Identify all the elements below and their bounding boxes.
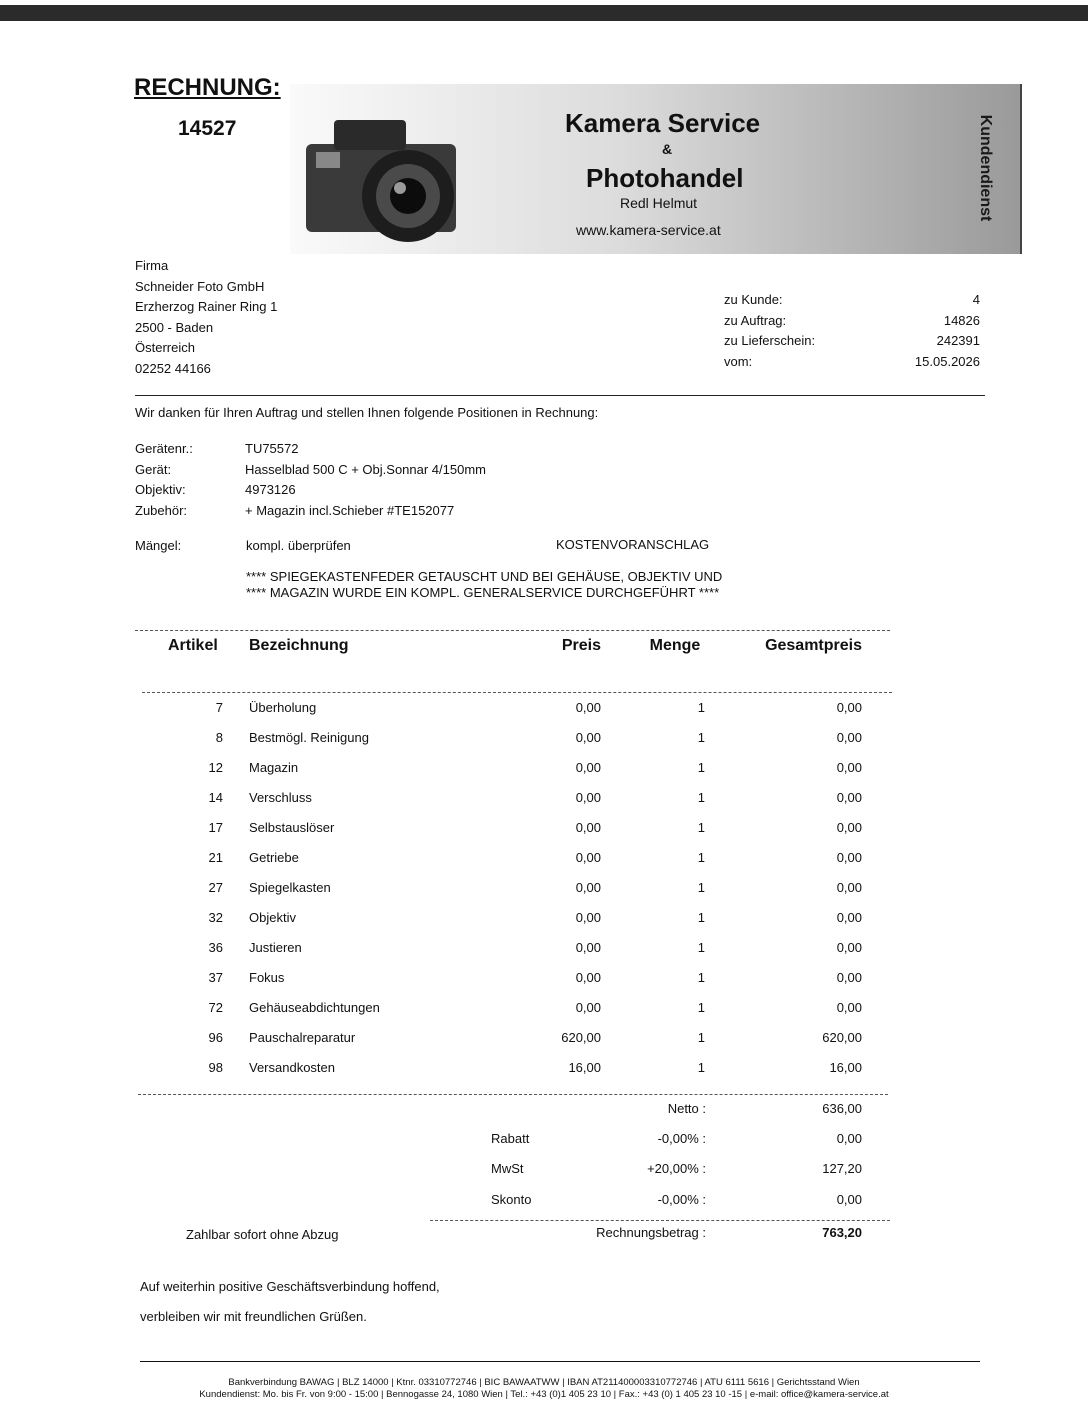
header-artikel: Artikel — [168, 637, 218, 654]
cell-menge: 1 — [697, 850, 705, 865]
cell-preis: 0,00 — [575, 1000, 601, 1015]
table-row — [0, 790, 1088, 820]
rabatt-label: Rabatt — [491, 1131, 530, 1146]
cell-preis: 0,00 — [575, 790, 601, 805]
cell-menge: 1 — [697, 910, 705, 925]
cell-bezeichnung: Pauschalreparatur — [249, 1030, 356, 1045]
banner-vertical-text: Kundendienst — [977, 114, 994, 222]
cell-preis: 0,00 — [575, 880, 601, 895]
cell-menge: 1 — [697, 1030, 705, 1045]
table-row — [0, 1060, 1088, 1090]
header-menge: Menge — [649, 637, 701, 654]
cell-artikel: 72 — [208, 1000, 223, 1015]
footer-contact-line: Kundendienst: Mo. bis Fr. von 9:00 - 15:00 | Bennogasse 24, 1080 Wien | Tel.: +43 (0)1 405 23 10 | Fax.: +43 (0) 1 405 23 10 -15 | e-mail: office@kamera-service.at — [199, 1389, 889, 1400]
reference-label: zu Auftrag: — [724, 312, 787, 328]
skonto-label: Skonto — [491, 1192, 532, 1207]
netto-label: Netto : — [667, 1101, 706, 1116]
rabatt-value: 0,00 — [836, 1131, 862, 1146]
device-row — [135, 462, 486, 483]
table-row — [0, 880, 1088, 910]
skonto-percent: -0,00% : — [657, 1192, 706, 1207]
cell-menge: 1 — [697, 760, 705, 775]
table-top-rule — [135, 630, 890, 631]
device-label: Gerätenr.: — [135, 441, 193, 456]
device-row — [135, 482, 486, 503]
cell-menge: 1 — [697, 790, 705, 805]
table-row — [0, 910, 1088, 940]
cell-bezeichnung: Überholung — [249, 700, 317, 715]
device-value: + Magazin incl.Schieber #TE152077 — [245, 502, 455, 518]
cell-artikel: 21 — [208, 850, 223, 865]
service-note-line: **** MAGAZIN WURDE EIN KOMPL. GENERALSERVICE DURCHGEFÜHRT **** — [246, 585, 720, 600]
cell-bezeichnung: Magazin — [249, 760, 299, 775]
table-row — [0, 1000, 1088, 1030]
cell-menge: 1 — [697, 970, 705, 985]
table-row — [0, 850, 1088, 880]
cell-gesamt: 0,00 — [836, 760, 862, 775]
company-website[interactable]: www.kamera-service.at — [576, 222, 721, 238]
cell-bezeichnung: Verschluss — [249, 790, 312, 805]
address-line: 02252 44166 — [135, 360, 211, 376]
divider — [135, 395, 985, 396]
cell-artikel: 96 — [208, 1030, 223, 1045]
cell-preis: 0,00 — [575, 760, 601, 775]
cell-artikel: 12 — [208, 760, 223, 775]
cell-artikel: 8 — [215, 730, 223, 745]
reference-value: 242391 — [936, 333, 980, 348]
address-line: 2500 - Baden — [135, 319, 214, 335]
cell-menge: 1 — [697, 1060, 705, 1075]
address-line: Firma — [135, 258, 169, 273]
invoice-number: 14527 — [178, 117, 237, 140]
recipient-address — [135, 256, 277, 379]
cell-gesamt: 0,00 — [836, 1000, 862, 1015]
cell-menge: 1 — [697, 820, 705, 835]
reference-value: 14826 — [943, 312, 980, 328]
address-line: Österreich — [135, 340, 195, 355]
reference-label: vom: — [724, 353, 753, 369]
table-header-rule — [142, 692, 892, 693]
skonto-value: 0,00 — [836, 1192, 862, 1207]
total-label: Rechnungsbetrag : — [596, 1225, 706, 1240]
reference-value: 4 — [972, 292, 980, 307]
reference-row — [724, 292, 980, 313]
company-ampersand: & — [662, 141, 673, 157]
cell-bezeichnung: Spiegelkasten — [249, 880, 331, 895]
cell-artikel: 37 — [208, 970, 223, 985]
company-owner: Redl Helmut — [620, 195, 698, 211]
footer-bank-line: Bankverbindung BAWAG | BLZ 14000 | Ktnr. 03310772746 | BIC BAWAATWW | IBAN AT211400003310772746 | ATU 6111 5616 | Gerichtsstand Wien — [228, 1377, 860, 1388]
device-label: Gerät: — [135, 461, 172, 477]
cell-bezeichnung: Versandkosten — [249, 1060, 336, 1075]
header-bezeichnung: Bezeichnung — [249, 637, 349, 654]
estimate-label: KOSTENVORANSCHLAG — [556, 537, 710, 552]
cell-artikel: 17 — [208, 820, 223, 835]
device-label: Objektiv: — [135, 482, 186, 497]
cell-preis: 0,00 — [575, 700, 601, 715]
cell-menge: 1 — [697, 700, 705, 715]
reference-row — [724, 313, 980, 334]
cell-bezeichnung: Objektiv — [249, 910, 296, 925]
cell-bezeichnung: Fokus — [249, 970, 285, 985]
device-value: TU75572 — [245, 441, 299, 456]
rabatt-percent: -0,00% : — [657, 1131, 706, 1146]
device-label: Zubehör: — [135, 502, 188, 518]
reference-label: zu Lieferschein: — [724, 333, 816, 348]
cell-gesamt: 0,00 — [836, 700, 862, 715]
service-note — [246, 569, 722, 601]
camera-logo — [296, 92, 466, 248]
reference-value: 15.05.2026 — [914, 353, 980, 369]
reference-block — [724, 292, 980, 374]
closing-line: Auf weiterhin positive Geschäftsverbindung hoffend, — [140, 1279, 440, 1294]
header-gesamt: Gesamtpreis — [765, 637, 862, 654]
cell-gesamt: 0,00 — [836, 880, 862, 895]
table-row — [0, 820, 1088, 850]
device-row — [135, 441, 486, 462]
device-row — [135, 503, 486, 524]
service-note-line: **** SPIEGEKASTENFEDER GETAUSCHT UND BEI GEHÄUSE, OBJEKTIV UND — [246, 569, 723, 584]
cell-preis: 0,00 — [575, 820, 601, 835]
table-row — [0, 730, 1088, 760]
netto-value: 636,00 — [822, 1101, 862, 1116]
table-row — [0, 1030, 1088, 1060]
cell-gesamt: 16,00 — [829, 1060, 862, 1075]
cell-gesamt: 0,00 — [836, 940, 862, 955]
cell-menge: 1 — [697, 880, 705, 895]
cell-bezeichnung: Gehäuseabdichtungen — [249, 1000, 380, 1015]
table-row — [0, 970, 1088, 1000]
cell-artikel: 32 — [208, 910, 223, 925]
cell-artikel: 14 — [208, 790, 223, 805]
cell-artikel: 27 — [208, 880, 223, 895]
device-value: Hasselblad 500 C + Obj.Sonnar 4/150mm — [245, 461, 486, 477]
cell-bezeichnung: Getriebe — [249, 850, 299, 865]
cell-preis: 0,00 — [575, 970, 601, 985]
table-bottom-rule — [138, 1094, 888, 1095]
company-name-line1: Kamera Service — [565, 108, 761, 138]
totals-rule — [430, 1220, 890, 1221]
header-preis: Preis — [561, 637, 601, 654]
reference-row — [724, 333, 980, 354]
cell-bezeichnung: Bestmögl. Reinigung — [249, 730, 369, 745]
table-row — [0, 760, 1088, 790]
closing-line: verbleiben wir mit freundlichen Grüßen. — [140, 1309, 367, 1324]
table-row — [0, 940, 1088, 970]
cell-preis: 0,00 — [575, 910, 601, 925]
cell-preis: 0,00 — [575, 850, 601, 865]
reference-row — [724, 354, 980, 375]
device-value: 4973126 — [245, 482, 296, 497]
cell-menge: 1 — [697, 730, 705, 745]
cell-gesamt: 0,00 — [836, 790, 862, 805]
cell-bezeichnung: Selbstauslöser — [249, 820, 335, 835]
mwst-percent: +20,00% : — [647, 1161, 706, 1176]
cell-gesamt: 0,00 — [836, 730, 862, 745]
cell-menge: 1 — [697, 1000, 705, 1015]
payment-terms: Zahlbar sofort ohne Abzug — [186, 1227, 339, 1242]
mwst-value: 127,20 — [822, 1161, 862, 1176]
cell-artikel: 36 — [208, 940, 223, 955]
reference-label: zu Kunde: — [724, 292, 783, 307]
cell-preis: 620,00 — [561, 1030, 601, 1045]
company-name-line2: Photohandel — [586, 163, 744, 193]
device-details — [135, 441, 486, 523]
address-line: Erzherzog Rainer Ring 1 — [135, 299, 278, 314]
footer-rule — [140, 1361, 980, 1362]
intro-text: Wir danken für Ihren Auftrag und stellen Ihnen folgende Positionen in Rechnung: — [135, 405, 599, 420]
cell-preis: 0,00 — [575, 940, 601, 955]
invoice-title: RECHNUNG: — [134, 74, 281, 101]
cell-artikel: 98 — [208, 1060, 223, 1075]
cell-menge: 1 — [697, 940, 705, 955]
address-line: Schneider Foto GmbH — [135, 278, 265, 294]
cell-artikel: 7 — [215, 700, 223, 715]
cell-gesamt: 620,00 — [822, 1030, 862, 1045]
scan-top-edge — [0, 5, 1088, 21]
cell-gesamt: 0,00 — [836, 850, 862, 865]
defects-value: kompl. überprüfen — [246, 538, 351, 553]
total-value: 763,20 — [822, 1225, 862, 1240]
table-row — [0, 700, 1088, 730]
defects-label: Mängel: — [135, 538, 182, 553]
cell-gesamt: 0,00 — [836, 820, 862, 835]
mwst-label: MwSt — [491, 1161, 524, 1176]
cell-bezeichnung: Justieren — [249, 940, 302, 955]
cell-preis: 16,00 — [568, 1060, 601, 1075]
cell-gesamt: 0,00 — [836, 910, 862, 925]
cell-preis: 0,00 — [575, 730, 601, 745]
cell-gesamt: 0,00 — [836, 970, 862, 985]
